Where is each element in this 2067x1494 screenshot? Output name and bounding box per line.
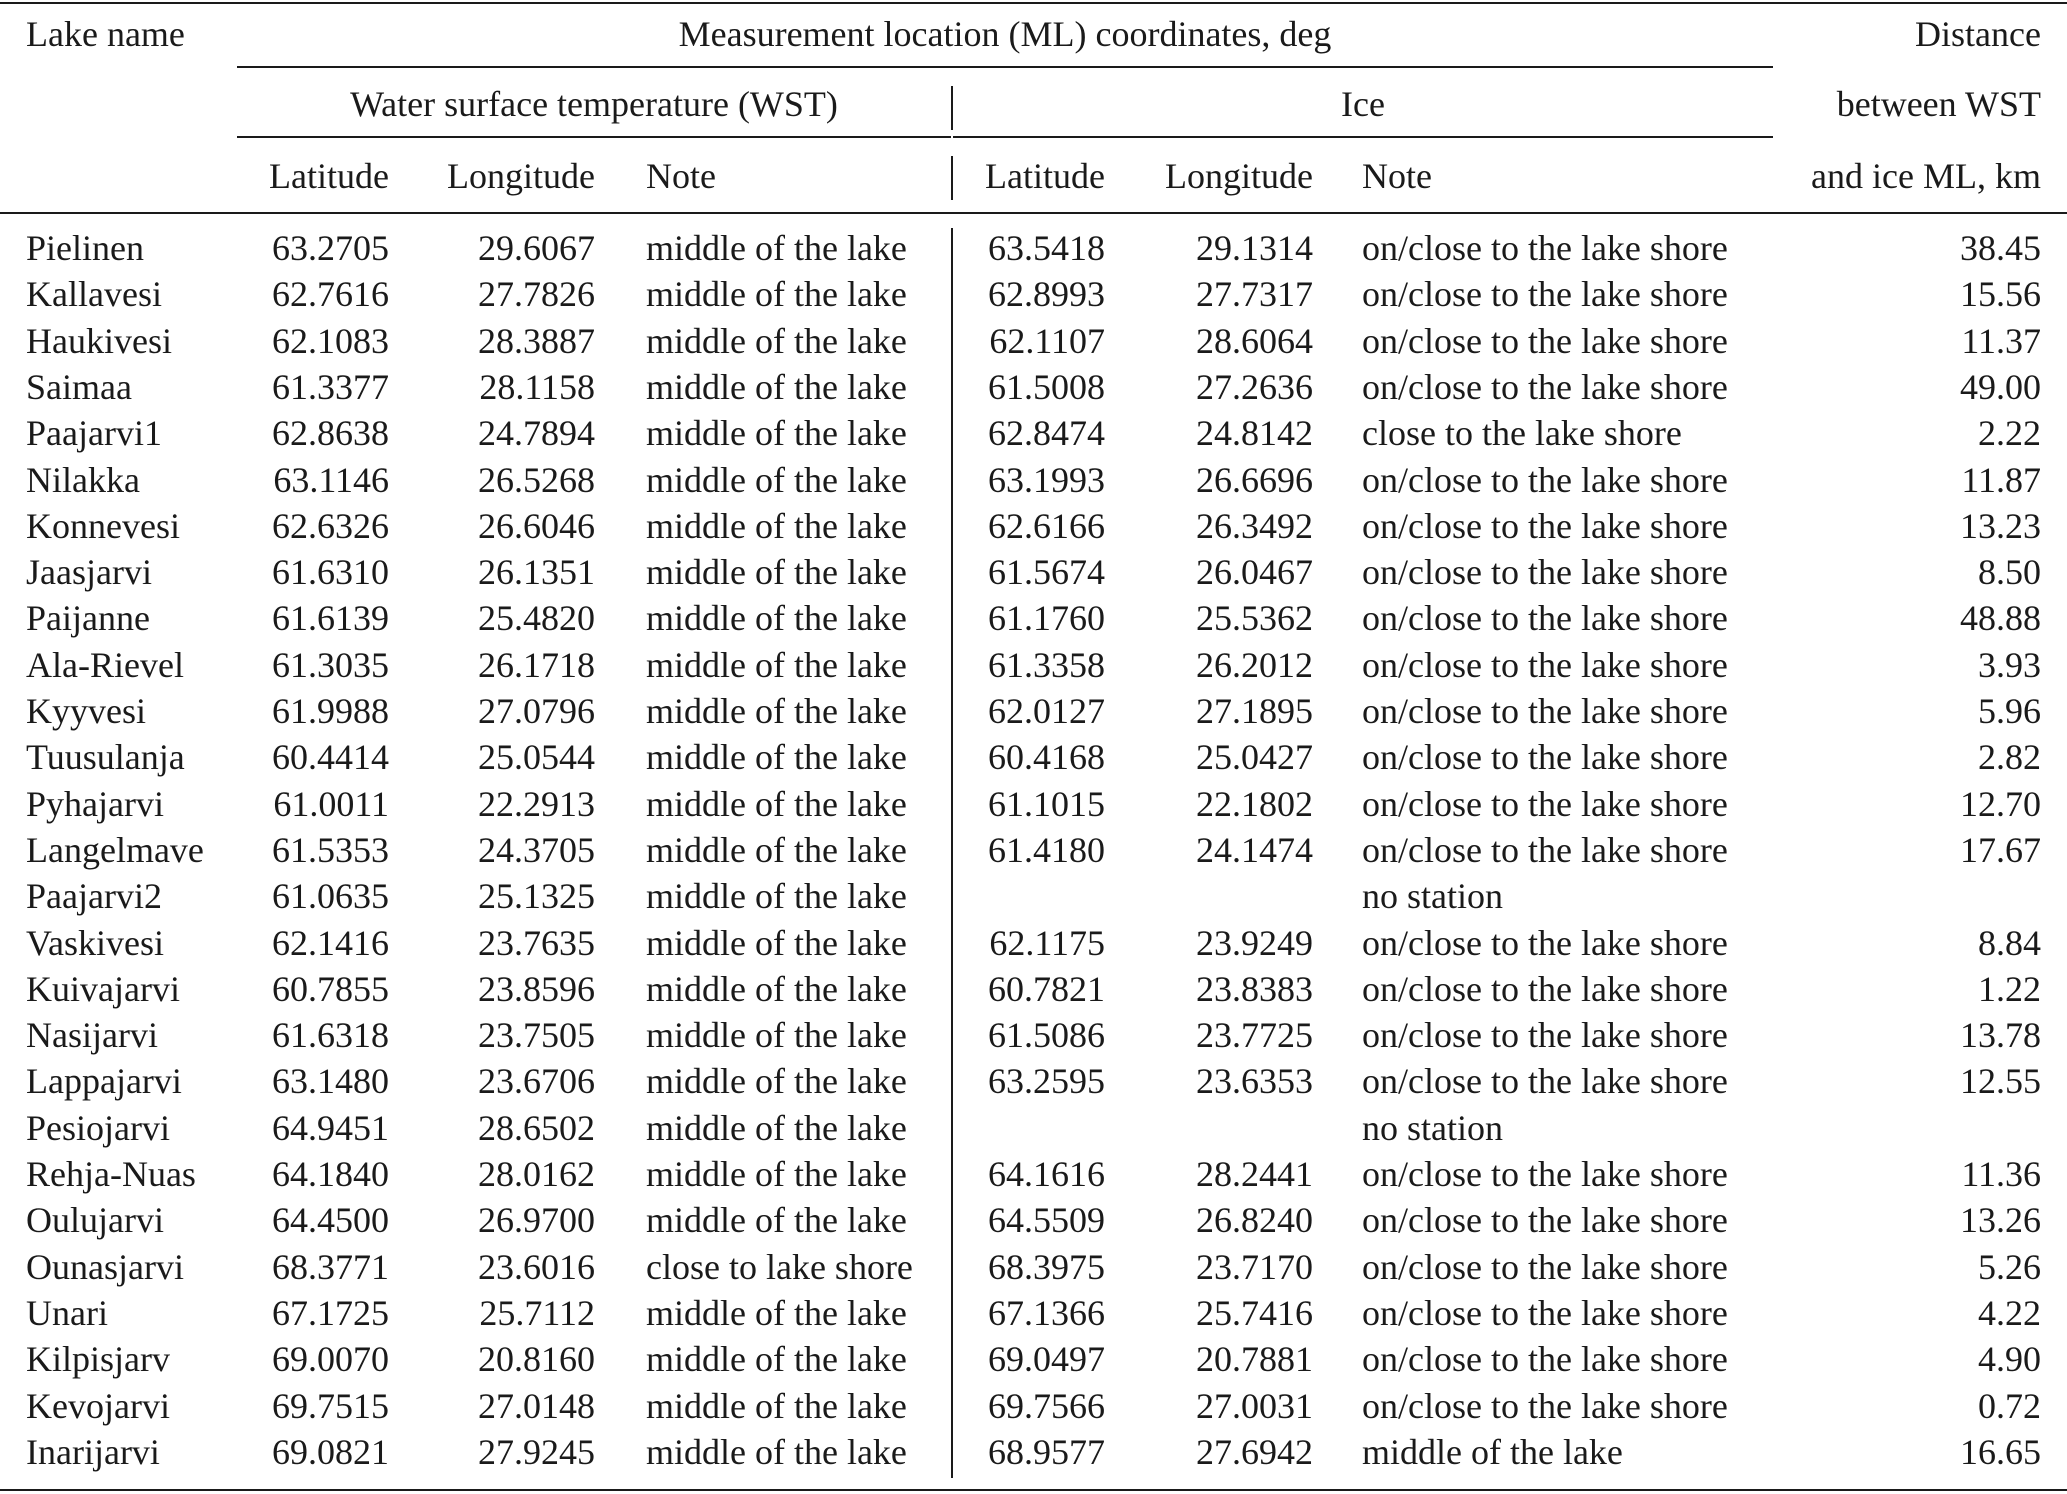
header-lake-name: Lake name: [26, 14, 185, 54]
cell-name: Nilakka: [26, 460, 140, 500]
cell-wst-note: middle of the lake: [646, 1061, 907, 1101]
cell-dist: 49.00: [1960, 367, 2041, 407]
cell-ice-note: on/close to the lake shore: [1362, 1015, 1728, 1055]
cell-wst-lat: 61.6310: [272, 552, 389, 592]
cell-name: Kilpisjarv: [26, 1339, 170, 1379]
cell-wst-lon: 23.7505: [478, 1015, 595, 1055]
cell-ice-lon: 27.2636: [1196, 367, 1313, 407]
cell-wst-note: middle of the lake: [646, 367, 907, 407]
cell-wst-note: middle of the lake: [646, 923, 907, 963]
cell-name: Kyyvesi: [26, 691, 146, 731]
cell-wst-lat: 69.0070: [272, 1339, 389, 1379]
cell-ice-lat: 63.2595: [988, 1061, 1105, 1101]
cell-wst-lon: 27.7826: [478, 274, 595, 314]
cell-ice-note: no station: [1362, 1108, 1503, 1148]
cell-ice-note: on/close to the lake shore: [1362, 923, 1728, 963]
cell-ice-lat: 61.4180: [988, 830, 1105, 870]
cell-name: Rehja-Nuas: [26, 1154, 196, 1194]
cell-ice-lat: 68.9577: [988, 1432, 1105, 1472]
cell-ice-lon: 26.0467: [1196, 552, 1313, 592]
cell-wst-lat: 64.9451: [272, 1108, 389, 1148]
cell-ice-lon: 26.3492: [1196, 506, 1313, 546]
cell-wst-lon: 25.0544: [478, 737, 595, 777]
cell-wst-lon: 27.0796: [478, 691, 595, 731]
cell-dist: 11.37: [1961, 321, 2041, 361]
cell-name: Haukivesi: [26, 321, 172, 361]
cell-name: Unari: [26, 1293, 108, 1333]
cell-wst-note: middle of the lake: [646, 645, 907, 685]
cell-ice-note: close to the lake shore: [1362, 413, 1682, 453]
cell-ice-note: on/close to the lake shore: [1362, 1293, 1728, 1333]
cell-ice-lon: 23.9249: [1196, 923, 1313, 963]
cell-ice-note: on/close to the lake shore: [1362, 784, 1728, 824]
cell-wst-lon: 28.0162: [478, 1154, 595, 1194]
cell-wst-note: close to lake shore: [646, 1247, 913, 1287]
cell-name: Vaskivesi: [26, 923, 164, 963]
cell-dist: 15.56: [1960, 274, 2041, 314]
cell-ice-lon: 26.2012: [1196, 645, 1313, 685]
cell-dist: 12.55: [1960, 1061, 2041, 1101]
cell-ice-lon: 23.8383: [1196, 969, 1313, 1009]
cell-dist: 3.93: [1978, 645, 2041, 685]
cell-wst-lon: 23.6706: [478, 1061, 595, 1101]
cell-wst-lat: 69.0821: [272, 1432, 389, 1472]
cell-dist: 12.70: [1960, 784, 2041, 824]
cell-dist: 11.36: [1961, 1154, 2041, 1194]
cell-wst-lat: 62.8638: [272, 413, 389, 453]
cell-name: Nasijarvi: [26, 1015, 158, 1055]
cell-dist: 2.82: [1978, 737, 2041, 777]
header-ice-longitude: Longitude: [1165, 156, 1313, 196]
top-rule: [0, 2, 2067, 4]
cell-wst-lat: 61.0011: [273, 784, 389, 824]
cell-name: Pyhajarvi: [26, 784, 164, 824]
cell-wst-lon: 25.7112: [479, 1293, 595, 1333]
cell-ice-note: on/close to the lake shore: [1362, 1200, 1728, 1240]
cell-ice-lon: 20.7881: [1196, 1339, 1313, 1379]
cell-wst-note: middle of the lake: [646, 1154, 907, 1194]
header-ml-coordinates: Measurement location (ML) coordinates, deg: [678, 14, 1332, 54]
cell-name: Langelmave: [26, 830, 204, 870]
cell-ice-lat: 69.7566: [988, 1386, 1105, 1426]
cell-wst-note: middle of the lake: [646, 691, 907, 731]
cell-ice-lat: 62.6166: [988, 506, 1105, 546]
cell-name: Kuivajarvi: [26, 969, 180, 1009]
cell-dist: 0.72: [1978, 1386, 2041, 1426]
cell-ice-lon: 26.6696: [1196, 460, 1313, 500]
cell-ice-note: on/close to the lake shore: [1362, 1154, 1728, 1194]
cell-wst-note: middle of the lake: [646, 830, 907, 870]
cell-ice-note: on/close to the lake shore: [1362, 321, 1728, 361]
cell-ice-lon: 22.1802: [1196, 784, 1313, 824]
cell-ice-lat: 61.5674: [988, 552, 1105, 592]
cell-dist: 1.22: [1978, 969, 2041, 1009]
cell-ice-note: on/close to the lake shore: [1362, 1061, 1728, 1101]
cell-wst-lon: 28.3887: [478, 321, 595, 361]
cell-wst-note: middle of the lake: [646, 1293, 907, 1333]
cell-dist: 16.65: [1960, 1432, 2041, 1472]
cell-ice-lat: 62.8993: [988, 274, 1105, 314]
cell-ice-lat: 67.1366: [988, 1293, 1105, 1333]
cell-name: Kevojarvi: [26, 1386, 170, 1426]
cell-wst-lon: 22.2913: [478, 784, 595, 824]
cell-wst-note: middle of the lake: [646, 737, 907, 777]
cell-ice-lon: 28.2441: [1196, 1154, 1313, 1194]
cell-ice-lat: 62.1107: [989, 321, 1105, 361]
cell-dist: 4.90: [1978, 1339, 2041, 1379]
cell-wst-lon: 27.0148: [478, 1386, 595, 1426]
cell-dist: 2.22: [1978, 413, 2041, 453]
cell-wst-note: middle of the lake: [646, 598, 907, 638]
header-wst-note: Note: [646, 156, 716, 196]
cell-ice-lon: 25.0427: [1196, 737, 1313, 777]
cell-wst-note: middle of the lake: [646, 969, 907, 1009]
cell-ice-lat: 61.5008: [988, 367, 1105, 407]
cell-wst-note: middle of the lake: [646, 413, 907, 453]
cell-ice-note: on/close to the lake shore: [1362, 691, 1728, 731]
cell-name: Ala-Rievel: [26, 645, 184, 685]
cell-wst-lon: 29.6067: [478, 228, 595, 268]
header-distance-line3: and ice ML, km: [1811, 156, 2041, 196]
cell-wst-lat: 61.3377: [272, 367, 389, 407]
cell-wst-lon: 24.7894: [478, 413, 595, 453]
cell-ice-note: on/close to the lake shore: [1362, 1247, 1728, 1287]
cell-name: Paajarvi2: [26, 876, 162, 916]
cell-wst-note: middle of the lake: [646, 1015, 907, 1055]
cell-name: Oulujarvi: [26, 1200, 164, 1240]
cell-ice-lat: 69.0497: [988, 1339, 1105, 1379]
cell-dist: 5.96: [1978, 691, 2041, 731]
cell-dist: 48.88: [1960, 598, 2041, 638]
cell-ice-note: on/close to the lake shore: [1362, 598, 1728, 638]
cell-ice-lat: 60.7821: [988, 969, 1105, 1009]
cell-wst-lat: 64.4500: [272, 1200, 389, 1240]
cell-dist: 4.22: [1978, 1293, 2041, 1333]
cell-wst-note: middle of the lake: [646, 321, 907, 361]
ml-group-rule: [237, 66, 1773, 68]
cell-wst-lat: 61.6318: [272, 1015, 389, 1055]
cell-ice-lon: 27.7317: [1196, 274, 1313, 314]
cell-name: Saimaa: [26, 367, 132, 407]
cell-wst-note: middle of the lake: [646, 1432, 907, 1472]
cell-ice-note: on/close to the lake shore: [1362, 367, 1728, 407]
cell-wst-lon: 26.6046: [478, 506, 595, 546]
cell-name: Konnevesi: [26, 506, 180, 546]
cell-wst-lat: 62.7616: [272, 274, 389, 314]
cell-dist: 13.78: [1960, 1015, 2041, 1055]
cell-wst-lat: 61.0635: [272, 876, 389, 916]
cell-wst-lon: 28.6502: [478, 1108, 595, 1148]
cell-ice-note: on/close to the lake shore: [1362, 506, 1728, 546]
cell-ice-note: on/close to the lake shore: [1362, 969, 1728, 1009]
wst-group-rule: [237, 136, 951, 138]
cell-dist: 8.84: [1978, 923, 2041, 963]
cell-wst-lon: 27.9245: [478, 1432, 595, 1472]
cell-ice-lat: 61.1015: [988, 784, 1105, 824]
cell-name: Paijanne: [26, 598, 150, 638]
cell-wst-lon: 26.9700: [478, 1200, 595, 1240]
header-wst-group: Water surface temperature (WST): [350, 84, 838, 124]
cell-wst-lat: 60.7855: [272, 969, 389, 1009]
header-distance-line2: between WST: [1836, 84, 2041, 124]
cell-ice-lon: 28.6064: [1196, 321, 1313, 361]
cell-ice-note: on/close to the lake shore: [1362, 274, 1728, 314]
cell-wst-lat: 62.1083: [272, 321, 389, 361]
cell-wst-lat: 68.3771: [272, 1247, 389, 1287]
cell-ice-lon: 27.0031: [1196, 1386, 1313, 1426]
cell-wst-lat: 61.5353: [272, 830, 389, 870]
cell-wst-lon: 23.8596: [478, 969, 595, 1009]
cell-ice-lon: 26.8240: [1196, 1200, 1313, 1240]
cell-ice-lat: 61.1760: [988, 598, 1105, 638]
cell-wst-note: middle of the lake: [646, 552, 907, 592]
cell-wst-lon: 23.7635: [478, 923, 595, 963]
cell-ice-lon: 27.1895: [1196, 691, 1313, 731]
cell-wst-note: middle of the lake: [646, 1108, 907, 1148]
cell-wst-lat: 63.2705: [272, 228, 389, 268]
cell-wst-note: middle of the lake: [646, 228, 907, 268]
cell-name: Pesiojarvi: [26, 1108, 170, 1148]
cell-wst-lat: 62.6326: [272, 506, 389, 546]
cell-wst-lon: 26.5268: [478, 460, 595, 500]
cell-ice-note: on/close to the lake shore: [1362, 460, 1728, 500]
cell-ice-lon: 29.1314: [1196, 228, 1313, 268]
cell-ice-lon: 23.6353: [1196, 1061, 1313, 1101]
cell-ice-lat: 68.3975: [988, 1247, 1105, 1287]
cell-ice-lon: 24.1474: [1196, 830, 1313, 870]
cell-wst-note: middle of the lake: [646, 876, 907, 916]
cell-ice-lat: 62.8474: [988, 413, 1105, 453]
cell-wst-lon: 26.1718: [478, 645, 595, 685]
cell-ice-note: on/close to the lake shore: [1362, 645, 1728, 685]
cell-dist: 5.26: [1978, 1247, 2041, 1287]
cell-wst-lat: 61.6139: [272, 598, 389, 638]
cell-wst-lat: 67.1725: [272, 1293, 389, 1333]
cell-wst-lon: 25.1325: [478, 876, 595, 916]
header-wst-latitude: Latitude: [269, 156, 389, 196]
cell-dist: 11.87: [1961, 460, 2041, 500]
header-ice-note: Note: [1362, 156, 1432, 196]
cell-ice-lon: 25.5362: [1196, 598, 1313, 638]
ice-group-rule: [953, 136, 1773, 138]
header-bottom-rule: [0, 212, 2067, 214]
cell-ice-note: middle of the lake: [1362, 1432, 1623, 1472]
cell-name: Kallavesi: [26, 274, 162, 314]
cell-wst-lat: 63.1146: [273, 460, 389, 500]
cell-ice-lat: 61.3358: [988, 645, 1105, 685]
cell-dist: 13.23: [1960, 506, 2041, 546]
header-wst-longitude: Longitude: [447, 156, 595, 196]
cell-ice-lon: 23.7725: [1196, 1015, 1313, 1055]
cell-ice-note: on/close to the lake shore: [1362, 1339, 1728, 1379]
header-ice-group: Ice: [1341, 84, 1385, 124]
cell-wst-lat: 60.4414: [272, 737, 389, 777]
cell-ice-note: on/close to the lake shore: [1362, 228, 1728, 268]
cell-dist: 17.67: [1960, 830, 2041, 870]
cell-ice-note: no station: [1362, 876, 1503, 916]
cell-ice-lat: 64.5509: [988, 1200, 1105, 1240]
cell-name: Ounasjarvi: [26, 1247, 184, 1287]
cell-wst-note: middle of the lake: [646, 1200, 907, 1240]
cell-name: Pielinen: [26, 228, 144, 268]
cell-wst-lon: 20.8160: [478, 1339, 595, 1379]
cell-ice-note: on/close to the lake shore: [1362, 552, 1728, 592]
bottom-rule: [0, 1489, 2067, 1491]
cell-wst-lat: 62.1416: [272, 923, 389, 963]
cell-wst-lat: 63.1480: [272, 1061, 389, 1101]
cell-ice-lat: 62.0127: [988, 691, 1105, 731]
cell-ice-lon: 25.7416: [1196, 1293, 1313, 1333]
cell-name: Lappajarvi: [26, 1061, 182, 1101]
cell-dist: 8.50: [1978, 552, 2041, 592]
cell-name: Tuusulanja: [26, 737, 185, 777]
cell-ice-lat: 63.5418: [988, 228, 1105, 268]
cell-dist: 13.26: [1960, 1200, 2041, 1240]
cell-wst-lon: 24.3705: [478, 830, 595, 870]
cell-ice-lat: 64.1616: [988, 1154, 1105, 1194]
cell-wst-note: middle of the lake: [646, 784, 907, 824]
cell-wst-lon: 23.6016: [478, 1247, 595, 1287]
cell-name: Paajarvi1: [26, 413, 162, 453]
header-distance-line1: Distance: [1915, 14, 2041, 54]
cell-ice-note: on/close to the lake shore: [1362, 737, 1728, 777]
cell-wst-lat: 61.3035: [272, 645, 389, 685]
cell-ice-lon: 27.6942: [1196, 1432, 1313, 1472]
cell-wst-note: middle of the lake: [646, 1386, 907, 1426]
cell-ice-note: on/close to the lake shore: [1362, 1386, 1728, 1426]
cell-wst-note: middle of the lake: [646, 1339, 907, 1379]
cell-wst-note: middle of the lake: [646, 506, 907, 546]
cell-ice-lon: 24.8142: [1196, 413, 1313, 453]
cell-wst-lon: 28.1158: [479, 367, 595, 407]
cell-wst-lon: 25.4820: [478, 598, 595, 638]
cell-name: Inarijarvi: [26, 1432, 160, 1472]
cell-wst-lat: 69.7515: [272, 1386, 389, 1426]
cell-ice-lat: 61.5086: [988, 1015, 1105, 1055]
cell-dist: 38.45: [1960, 228, 2041, 268]
cell-name: Jaasjarvi: [26, 552, 152, 592]
header-ice-latitude: Latitude: [985, 156, 1105, 196]
cell-wst-lon: 26.1351: [478, 552, 595, 592]
cell-ice-lat: 60.4168: [988, 737, 1105, 777]
cell-ice-lat: 62.1175: [989, 923, 1105, 963]
cell-wst-note: middle of the lake: [646, 460, 907, 500]
cell-wst-lat: 64.1840: [272, 1154, 389, 1194]
cell-ice-lon: 23.7170: [1196, 1247, 1313, 1287]
cell-wst-lat: 61.9988: [272, 691, 389, 731]
cell-ice-note: on/close to the lake shore: [1362, 830, 1728, 870]
cell-wst-note: middle of the lake: [646, 274, 907, 314]
cell-ice-lat: 63.1993: [988, 460, 1105, 500]
